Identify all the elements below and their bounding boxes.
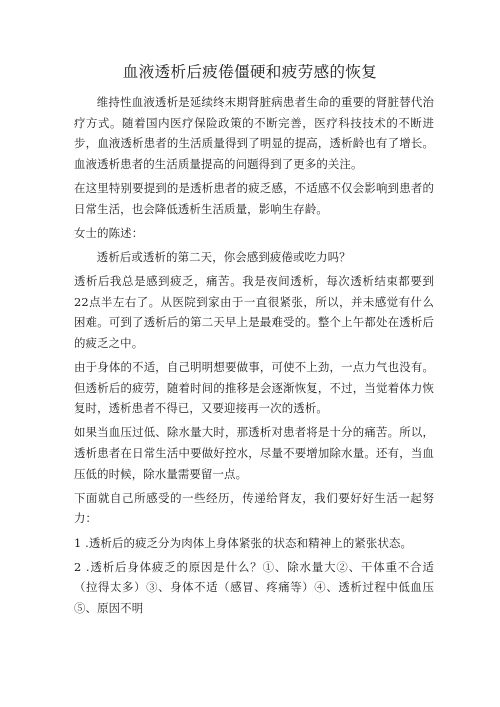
paragraph-fatigue: 在这里特别要提到的是透析患者的疲乏感，不适感不仅会影响到患者的日常生活，也会降低透析生活质量，影响生存龄。 [74, 180, 434, 216]
paragraph-speaker: 女士的陈述： [74, 225, 144, 240]
document-title: 血液透析后疲倦僵硬和疲劳感的恢复 [122, 63, 378, 81]
paragraph-discomfort: 由于身体的不适，自己明明想要做事，可使不上劲，一点力气也没有。但透析后的疲劳，随着时间的推移是会逐渐恢复，不过，当觉着体力恢复时，透析患者不得已，又要迎接再一次的透析。 [74, 360, 434, 416]
paragraph-intro: 维持性血液透析是延续终末期肾脏病患者生命的重要的肾脏替代治疗方式。随着国内医疗保险政策的不断完善，医疗科技技术的不断进步，血液透析患者的生活质量得到了明显的提高，透析龄也有了增长。血液透析患者的生活质量提高的问题得到了更多的关注。 [74, 95, 434, 171]
list-item-1: 1 .透析后的疲乏分为肉体上身体紧张的状态和精神上的紧张状态。 [74, 535, 413, 550]
document-body [74, 92, 434, 622]
paragraph-question: 透析后或透析的第二天，你会感到疲倦或吃力吗？ [96, 249, 351, 264]
paragraph-advice-intro: 下面就自己所感受的一些经历，传递给肾友，我们要好好生活一起努力： [74, 490, 434, 526]
paragraph-blood-pressure: 如果当血压过低、除水量大时，那透析对患者将是十分的痛苦。所以，透析患者在日常生活中要做好控水，尽量不要增加除水量。还有，当血压低的时候，除水量需要留一点。 [74, 425, 434, 481]
paragraph-experience: 透析后我总是感到疲乏，痛苦。我是夜间透析，每次透析结束都要到22点半左右了。从医院到家由于一直很紧张，所以，并未感觉有什么困难。可到了透析后的第二天早上是最难受的。整个上午都处在透析后的疲乏之中。 [74, 274, 434, 350]
list-item-2: 2 .透析后身体疲乏的原因是什么？①、除水量大②、干体重不合适（拉得太多）③、身体不适（感冒、疼痛等）④、透析过程中低血压⑤、原因不明 [74, 559, 434, 615]
